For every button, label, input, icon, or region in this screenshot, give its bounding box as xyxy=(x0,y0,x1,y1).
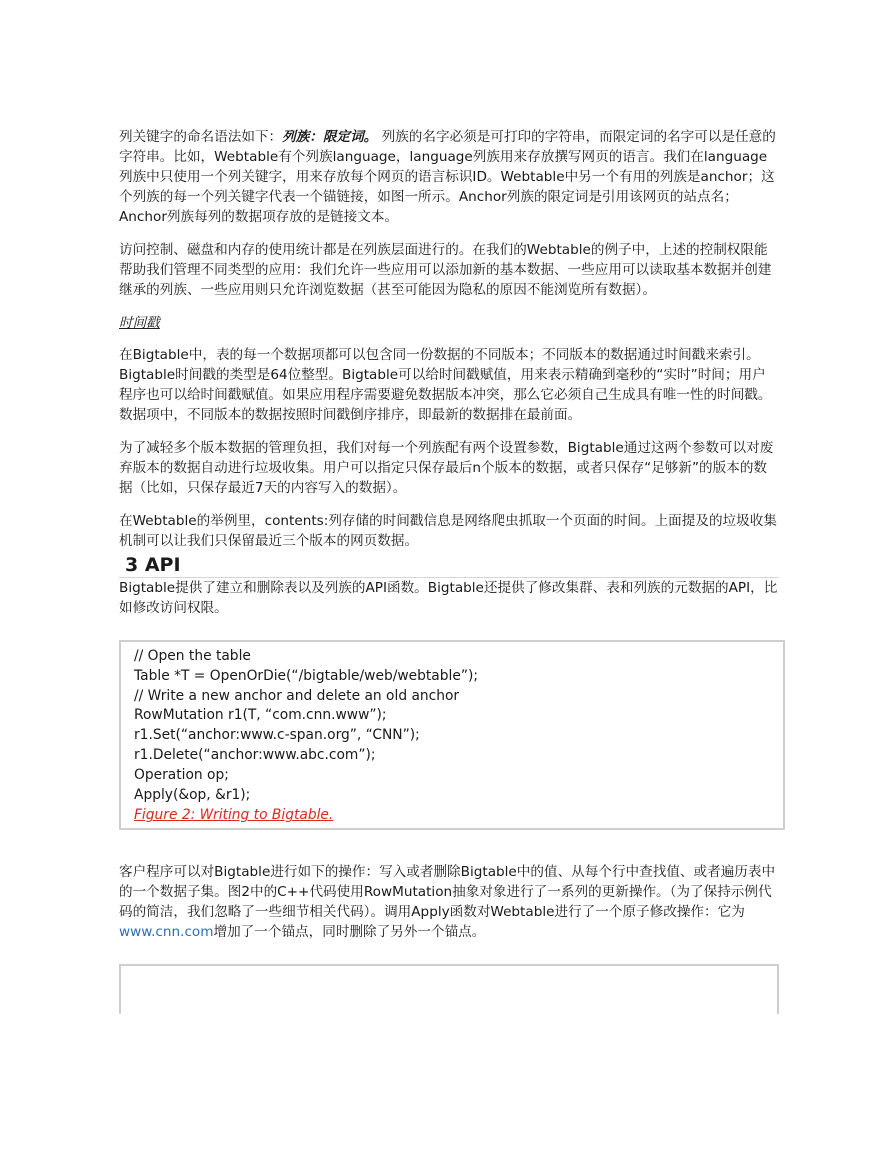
paragraph-access-control: 访问控制、磁盘和内存的使用统计都是在列族层面进行的。在我们的Webtable的例子中，上述的控制权限能帮助我们管理不同类型的应用：我们允许一些应用可以添加新的基本数据、一些应用可以读取基本数据并创建继承的列族、一些应用则只允许浏览数据（甚至可能因为隐私的原因不能浏览所有数据）。 xyxy=(119,242,772,298)
paragraph-timestamp: 在Bigtable中，表的每一个数据项都可以包含同一份数据的不同版本；不同版本的数据通过时间戳来索引。Bigtable时间戳的类型是64位整型。Bigtable可以给时间戳赋值，用来表示精确到毫秒的“实时”时间；用户程序也可以给时间戳赋值。如果应用程序需要避免数据版本冲突，那么它必须自己生成具有唯一性的时间戳。数据项中，不同版本的数据按照时间戳倒序排序，即最新的数据排在最前面。 xyxy=(119,347,772,423)
code-line: r1.Delete(“anchor:www.abc.com”); xyxy=(134,746,376,763)
code-line: // Write a new anchor and delete an old anchor xyxy=(134,687,460,704)
timestamp-heading[interactable]: 时间戳 xyxy=(119,315,160,331)
code-line: r1.Set(“anchor:www.c-span.org”, “CNN”); xyxy=(134,727,420,744)
figure-caption[interactable]: Figure 2: Writing to Bigtable. xyxy=(134,807,334,824)
cnn-link[interactable]: www.cnn.com xyxy=(119,924,214,941)
code-lines xyxy=(134,647,776,805)
paragraph-webtable-example: 在Webtable的举例里，contents:列存储的时间戳信息是网络爬虫抓取一个页面的时间。上面提及的垃圾收集机制可以让我们只保留最近三个版本的网页数据。 xyxy=(119,513,777,549)
paragraph-garbage-collection: 为了减轻多个版本数据的管理负担，我们对每一个列族配有两个设置参数，Bigtable通过这两个参数可以对废弃版本的数据自动进行垃圾收集。用户可以指定只保存最后n个版本的数据，或者只保存“足够新”的版本的数据（比如，只保存最近7天的内容写入的数据）。 xyxy=(119,440,774,496)
code-line: RowMutation r1(T, “com.cnn.www”); xyxy=(134,707,387,724)
term-family-qualifier: 列族：限定词。 xyxy=(282,129,378,145)
code-block-2 xyxy=(119,964,779,1014)
code-line: // Open the table xyxy=(134,648,251,664)
section-title: 3 API xyxy=(125,554,181,576)
document-page xyxy=(119,127,779,1014)
paragraph-client-operations: 客户程序可以对Bigtable进行如下的操作：写入或者删除Bigtable中的值、从每个行中查找值、或者遍历表中的一个数据子集。图2中的C++代码使用RowMutation抽象对象进行了一系列的更新操作。（为了保持示例代码的简洁，我们忽略了一些细节相关代码）。调用Apply函数对Webtable进行了一个原子修改操作：它为www.cnn.com增加了一个锚点，同时删除了另外一个锚点。 xyxy=(119,864,776,941)
code-line: Operation op; xyxy=(134,766,229,783)
code-block xyxy=(119,640,785,830)
code-line: Apply(&op, &r1); xyxy=(134,786,251,803)
code-line: Table *T = OpenOrDie(“/bigtable/web/webtable”); xyxy=(134,667,478,684)
paragraph-column-key-syntax: 列关键字的命名语法如下：列族：限定词。 列族的名字必须是可打印的字符串，而限定词的名字可以是任意的字符串。比如，Webtable有个列族language，language列族用来存放撰写网页的语言。我们在language列族中只使用一个列关键字，用来存放每个网页的语言标识ID。Webtable中另一个有用的列族是anchor；这个列族的每一个列关键字代表一个锚链接，如图一所示。Anchor列族的限定词是引用该网页的站点名；Anchor列族每列的数据项存放的是链接文本。 xyxy=(119,129,776,225)
paragraph-api: Bigtable提供了建立和删除表以及列族的API函数。Bigtable还提供了修改集群、表和列族的元数据的API，比如修改访问权限。 xyxy=(119,580,778,616)
